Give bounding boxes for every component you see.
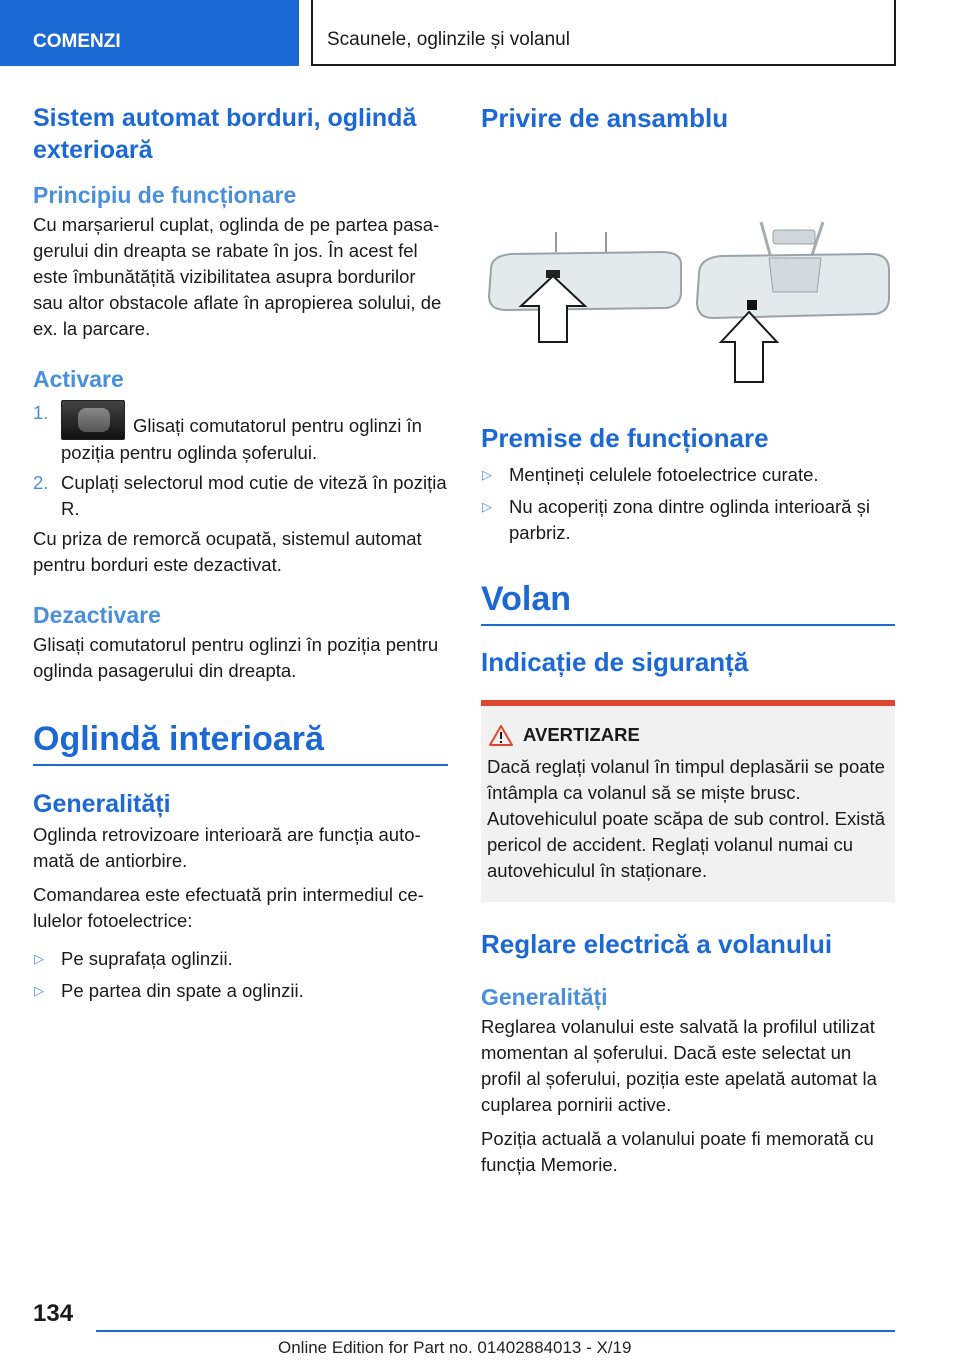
bullet-text: Pe partea din spate a oglinzii. (61, 980, 304, 1001)
footer-edition: Online Edition for Part no. 01402884013 - X/19 (278, 1338, 632, 1357)
conditions-list (481, 462, 895, 546)
heading-electric-adjustment: Reglare electrică a volanului (481, 929, 833, 959)
heading-conditions: Premise de funcționare (481, 423, 769, 453)
interior-mirror-title-block (33, 718, 448, 766)
bullet-text: Pe suprafața oglinzii. (61, 948, 233, 969)
activation-steps (33, 400, 448, 522)
list-item (481, 494, 895, 546)
warning-header (487, 724, 887, 746)
general-right-text-1: Reglarea volanului este salvată la profilul utilizat momentan al șoferului. Dacă este selectat un profil al șoferului, poziția este apelată automat la cuplarea pornirii active. (481, 1016, 877, 1115)
list-item (33, 470, 448, 522)
heading-safety: Indicație de siguranță (481, 647, 749, 677)
warning-title: AVERTIZARE (523, 724, 640, 745)
triangle-right-icon: ▷ (482, 499, 492, 514)
heading-activation: Activare (33, 366, 124, 392)
triangle-right-icon: ▷ (34, 951, 44, 966)
chapter-title: Scaunele, oglinzile și volanul (311, 0, 896, 66)
bullet-text: Mențineți celulele fotoelectrice curate. (509, 464, 819, 485)
principle-text: Cu marșarierul cuplat, oglinda de pe partea pasagerului din dreapta se rabate în jos. În acest fel este îmbunătățită vizibilitatea asupra bordurilor sau altor obstacole aflate în apropierea solului, de ex. la parcare. (33, 214, 442, 339)
interior-mirror-title: Oglindă interioară (33, 720, 324, 758)
general-text-2: Comandarea este efectuată prin intermediul celulelor fotoelectrice: (33, 884, 424, 931)
mirror-switch-image (61, 400, 125, 440)
step-number: 1. (33, 402, 49, 423)
general-right-text-2: Poziția actuală a volanului poate fi memorată cu funcția Memorie. (481, 1128, 874, 1175)
footer-divider (96, 1330, 895, 1332)
deactivation-text: Glisați comutatorul pentru oglinzi în poziția pentru oglinda pasagerului din dreapta. (33, 634, 439, 681)
heading-functional-principle: Principiu de funcționare (33, 182, 297, 208)
section-title-curb-system: Sistem automat borduri, oglindă exterioară (33, 104, 417, 164)
list-item (33, 978, 448, 1004)
page-number: 134 (33, 1300, 74, 1327)
mirror-diagram (481, 174, 895, 384)
list-item (33, 400, 448, 466)
list-item (481, 462, 895, 488)
photocell-list (33, 946, 448, 1004)
step-text: Cuplați selectorul mod cutie de viteză în poziția R. (61, 472, 447, 519)
activation-note: Cu priza de remorcă ocupată, sistemul automat pentru borduri este dezactivat. (33, 528, 422, 575)
mirror-illustration (481, 174, 895, 384)
step-number: 2. (33, 472, 49, 493)
general-text-1: Oglinda retrovizoare interioară are funcția automată de antiorbire. (33, 824, 421, 871)
heading-overview: Privire de ansamblu (481, 103, 729, 133)
heading-general-right: Generalități (481, 984, 608, 1010)
bullet-text: Nu acoperiți zona dintre oglinda interioară și parbriz. (509, 496, 870, 543)
heading-general: Generalități (33, 790, 171, 818)
triangle-right-icon: ▷ (482, 467, 492, 482)
steering-wheel-title: Volan (481, 580, 572, 618)
warning-triangle-icon (489, 725, 513, 746)
warning-text: Dacă reglați volanul în timpul deplasării se poate întâmpla ca volanul să se miște brusc. Autovehiculul poate scăpa de sub control. Există pericol de accident. Reglați volanul numai cu autovehiculul în staționare. (487, 756, 885, 881)
step-text: Glisați comutatorul pentru oglinzi în poziția pentru oglinda șoferului. (61, 415, 422, 463)
right-column (481, 102, 895, 1178)
left-column (33, 102, 448, 1010)
steering-wheel-title-block (481, 578, 895, 626)
section-tab: COMENZI (0, 0, 299, 66)
triangle-right-icon: ▷ (34, 983, 44, 998)
heading-deactivation: Dezactivare (33, 602, 161, 628)
warning-box (481, 700, 895, 902)
list-item (33, 946, 448, 972)
